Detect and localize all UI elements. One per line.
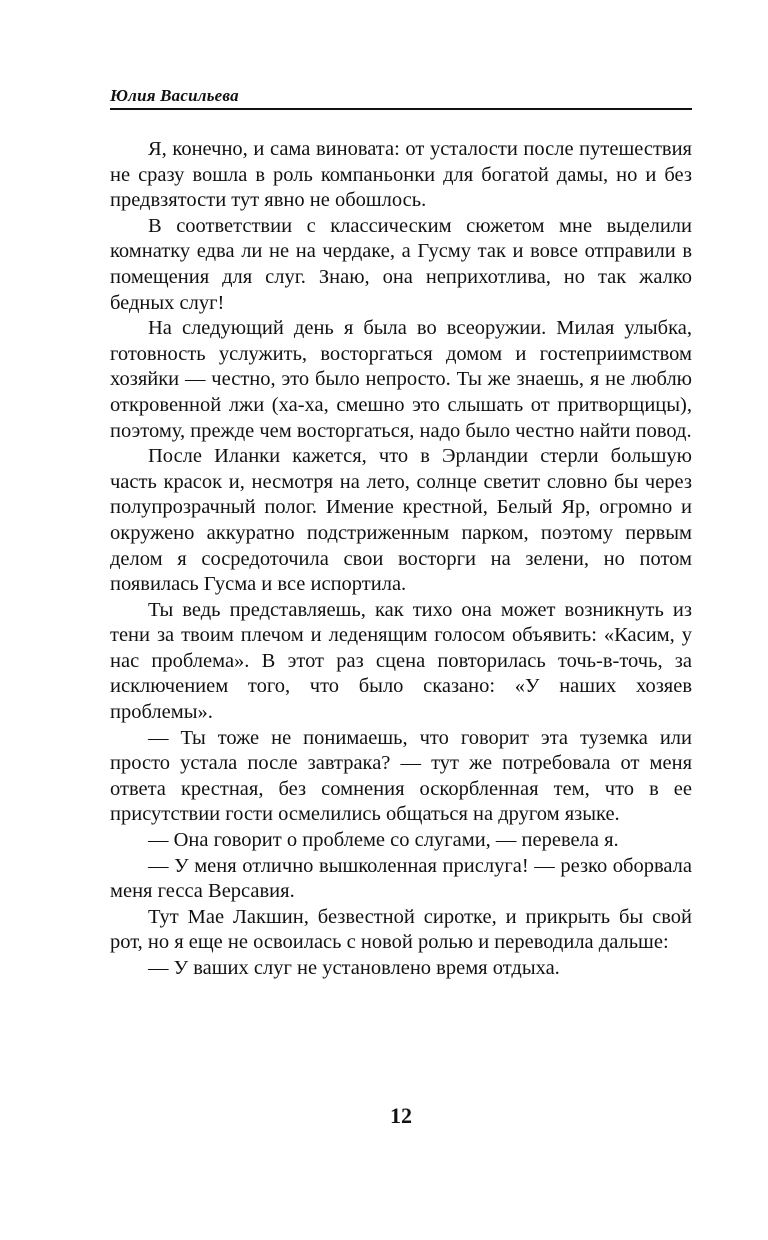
paragraph-2: В соответствии с классическим сюжетом мне выделили комнатку едва ли не на чердаке, а Гусму так и вовсе отправили в помещения для слуг. Знаю, она неприхотлива, но так жалко бедных слуг! — [110, 214, 692, 314]
paragraph-3: На следующий день я была во всеоружии. Милая улыбка, готовность услужить, восторгаться домом и гостеприимством хозяйки — честно, это было непросто. Ты же знаешь, я не люблю откровенной лжи (ха-ха, смешно это слышать от притворщицы), поэтому, прежде чем восторгаться, надо было честно найти повод. — [110, 317, 692, 442]
paragraph-1: Я, конечно, и сама виновата: от усталости после путешествия не сразу вошла в роль компаньонки для богатой дамы, но и без предвзятости тут явно не обошлось. — [110, 138, 692, 212]
running-header-author: Юлия Васильева — [110, 86, 239, 105]
body-text — [110, 137, 692, 982]
paragraph-9: Тут Мае Лакшин, безвестной сиротке, и прикрыть бы свой рот, но я еще не освоилась с новой ролью и переводила дальше: — [110, 905, 692, 954]
paragraph-4: После Иланки кажется, что в Эрландии стерли большую часть красок и, несмотря на лето, солнце светит словно бы через полупрозрачный полог. Имение крестной, Белый Яр, огромно и окружено аккуратно подстриженным парком, поэтому первым делом я сосредоточила свои восторги на зелени, но потом появилась Гусма и все испортила. — [110, 445, 692, 596]
paragraph-8: — У меня отлично вышколенная прислуга! — резко оборвала меня гесса Версавия. — [110, 854, 692, 903]
paragraph-10: — У ваших слуг не установлено время отдыха. — [148, 957, 560, 979]
paragraph-6: — Ты тоже не понимаешь, что говорит эта туземка или просто устала после завтрака? — тут же потребовала от меня ответа крестная, без сомнения оскорбленная тем, что в ее присутствии гости осмелились общаться на другом языке. — [110, 726, 692, 826]
page-number: 12 — [390, 1103, 412, 1128]
header-rule — [110, 108, 692, 110]
paragraph-5: Ты ведь представляешь, как тихо она может возникнуть из тени за твоим плечом и леденящим голосом объявить: «Касим, у нас проблема». В этот раз сцена повторилась точь-в-точь, за исключением того, что было сказано: «У наших хозяев проблемы». — [110, 598, 692, 724]
paragraph-7: — Она говорит о проблеме со слугами, — перевела я. — [148, 829, 619, 852]
